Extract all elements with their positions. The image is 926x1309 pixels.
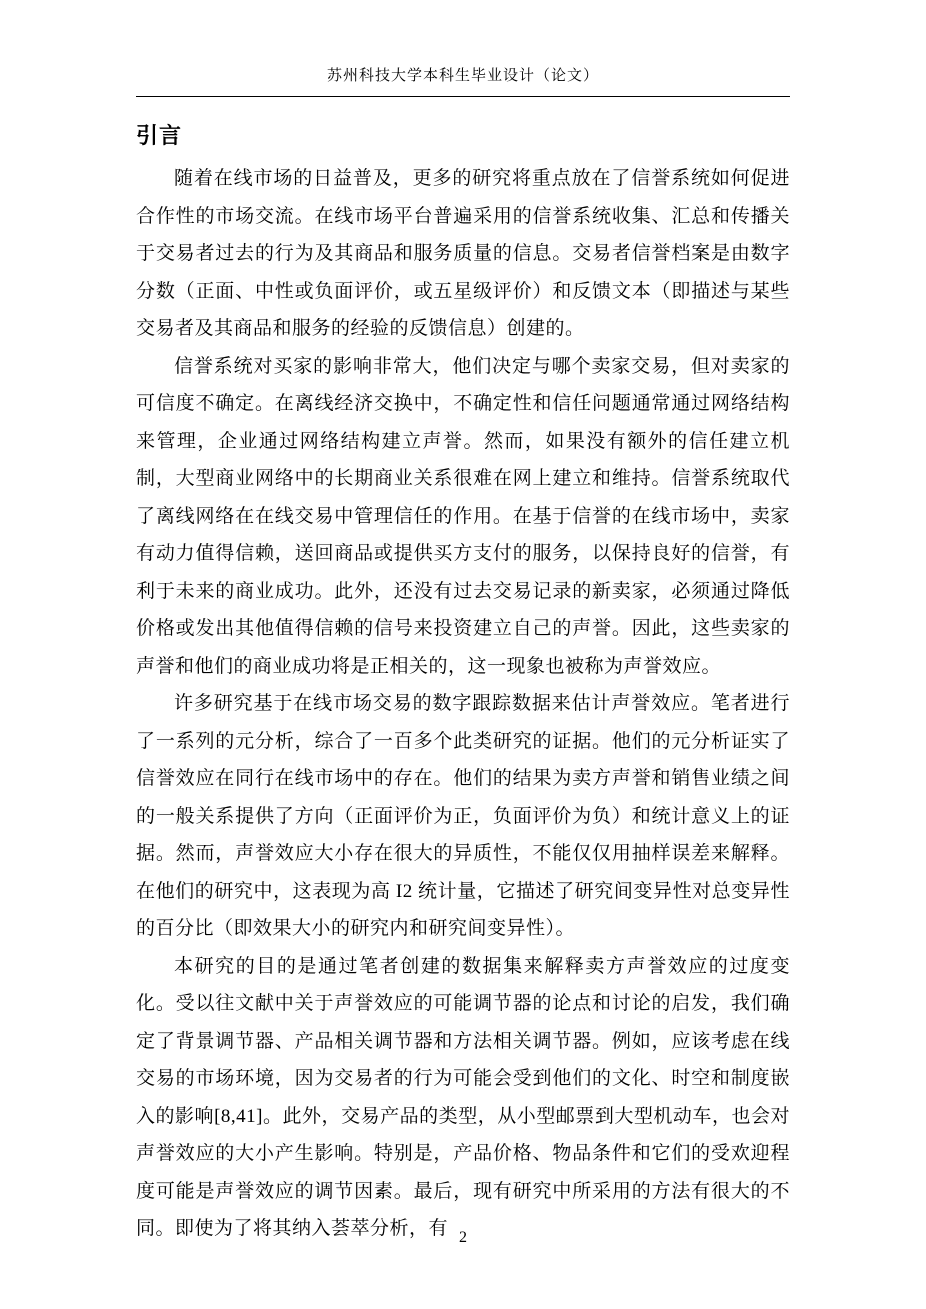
page-number: 2 bbox=[459, 1229, 467, 1246]
page-header bbox=[136, 64, 790, 97]
document-body bbox=[136, 160, 790, 1248]
paragraph-4: 本研究的目的是通过笔者创建的数据集来解释卖方声誉效应的过度变化。受以往文献中关于声誉效应的可能调节器的论点和讨论的启发，我们确定了背景调节器、产品相关调节器和方法相关调节器。例如，应该考虑在线交易的市场环境，因为交易者的行为可能会受到他们的文化、时空和制度嵌入的影响[8,41]。此外，交易产品的类型，从小型邮票到大型机动车，也会对声誉效应的大小产生影响。特别是，产品价格、物品条件和它们的受欢迎程度可能是声誉效应的调节因素。最后，现有研究中所采用的方法有很大的不同。即使为了将其纳入荟萃分析，有 bbox=[136, 955, 790, 1239]
paragraph-3: 许多研究基于在线市场交易的数字跟踪数据来估计声誉效应。笔者进行了一系列的元分析，综合了一百多个此类研究的证据。他们的元分析证实了信誉效应在同行在线市场中的存在。他们的结果为卖方声誉和销售业绩之间的一般关系提供了方向（正面评价为正，负面评价为负）和统计意义上的证据。然而，声誉效应大小存在很大的异质性，不能仅仅用抽样误差来解释。在他们的研究中，这表现为高 I2 统计量，它描述了研究间变异性对总变异性的百分比（即效果大小的研究内和研究间变异性）。 bbox=[136, 693, 790, 939]
paragraph-1: 随着在线市场的日益普及，更多的研究将重点放在了信誉系统如何促进合作性的市场交流。在线市场平台普遍采用的信誉系统收集、汇总和传播关于交易者过去的行为及其商品和服务质量的信息。交易者信誉档案是由数字分数（正面、中性或负面评价，或五星级评价）和反馈文本（即描述与某些交易者及其商品和服务的经验的反馈信息）创建的。 bbox=[136, 168, 790, 339]
section-heading: 引言 bbox=[136, 123, 183, 148]
header-text: 苏州科技大学本科生毕业设计（论文） bbox=[326, 68, 599, 84]
page-footer bbox=[0, 1229, 926, 1247]
paragraph-2: 信誉系统对买家的影响非常大，他们决定与哪个卖家交易，但对卖家的可信度不确定。在离线经济交换中，不确定性和信任问题通常通过网络结构来管理，企业通过网络结构建立声誉。然而，如果没有额外的信任建立机制，大型商业网络中的长期商业关系很难在网上建立和维持。信誉系统取代了离线网络在在线交易中管理信任的作用。在基于信誉的在线市场中，卖家有动力值得信赖，送回商品或提供买方支付的服务，以保持良好的信誉，有利于未来的商业成功。此外，还没有过去交易记录的新卖家，必须通过降低价格或发出其他值得信赖的信号来投资建立自己的声誉。因此，这些卖家的声誉和他们的商业成功将是正相关的，这一现象也被称为声誉效应。 bbox=[136, 355, 790, 677]
